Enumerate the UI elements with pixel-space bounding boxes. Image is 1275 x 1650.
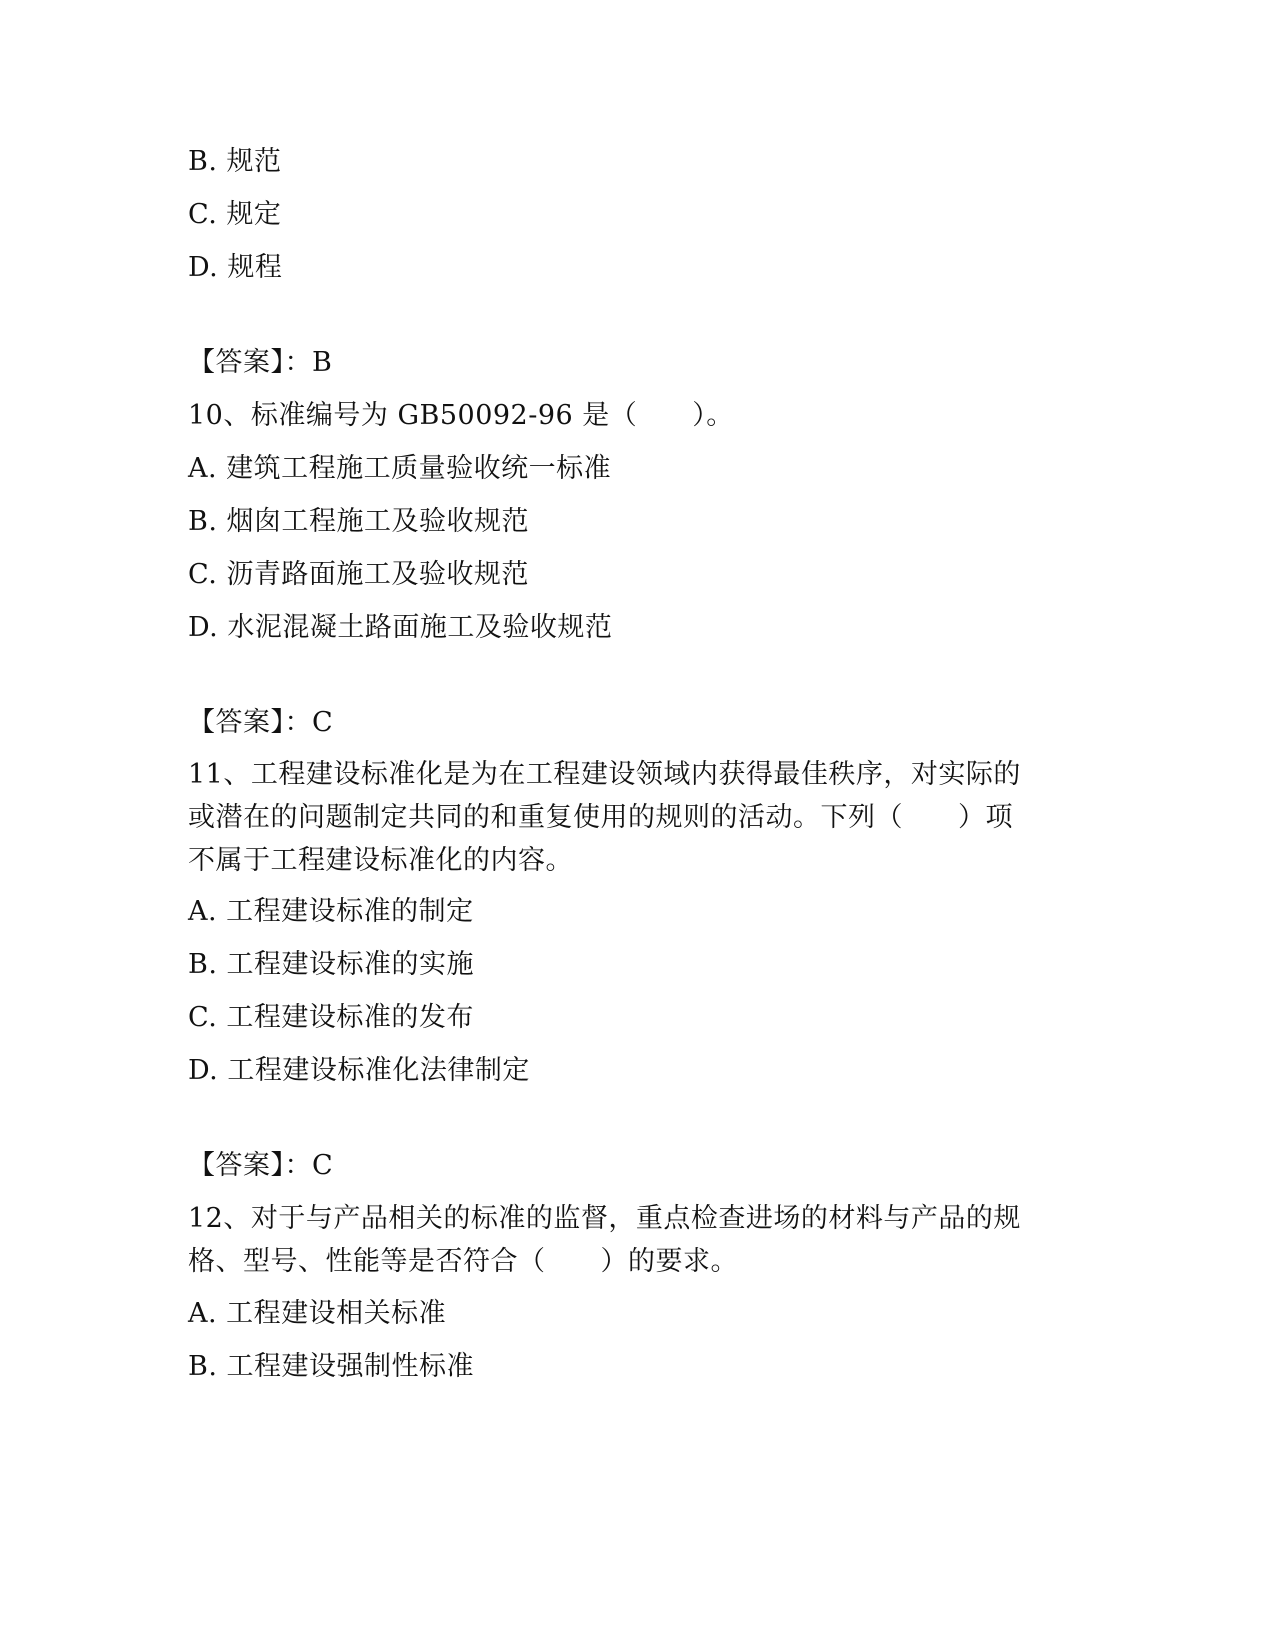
q9-option-c: C. 规定 [188,199,282,230]
q11-option-d: D. 工程建设标准化法律制定 [188,1055,530,1086]
q10-stem: 10、标准编号为 GB50092-96 是（ ）。 [188,400,734,431]
q11-stem-line-1: 11、工程建设标准化是为在工程建设领域内获得最佳秩序，对实际的 [188,759,1021,790]
q10-option-c: C. 沥青路面施工及验收规范 [188,559,529,590]
q10-option-b: B. 烟囱工程施工及验收规范 [188,506,530,537]
q9-option-d: D. 规程 [188,252,283,283]
q12-stem-line-2: 格、型号、性能等是否符合（ ）的要求。 [188,1246,738,1277]
q11-stem-line-3: 不属于工程建设标准化的内容。 [188,845,573,876]
q11-option-b: B. 工程建设标准的实施 [188,949,475,980]
q12-option-b: B. 工程建设强制性标准 [188,1351,475,1382]
q11-option-a: A. 工程建设标准的制定 [188,896,474,927]
q10-option-a: A. 建筑工程施工质量验收统一标准 [188,453,612,484]
q9-answer: 【答案】：B [188,347,333,378]
q10-answer: 【答案】：C [188,707,334,738]
q11-stem-line-2: 或潜在的问题制定共同的和重复使用的规则的活动。下列（ ）项 [188,802,1013,833]
q12-option-a: A. 工程建设相关标准 [188,1298,447,1329]
q9-option-b: B. 规范 [188,146,282,177]
q11-answer: 【答案】：C [188,1150,334,1181]
q12-stem-line-1: 12、对于与产品相关的标准的监督，重点检查进场的材料与产品的规 [188,1203,1021,1234]
q11-option-c: C. 工程建设标准的发布 [188,1002,474,1033]
q10-option-d: D. 水泥混凝土路面施工及验收规范 [188,612,613,643]
